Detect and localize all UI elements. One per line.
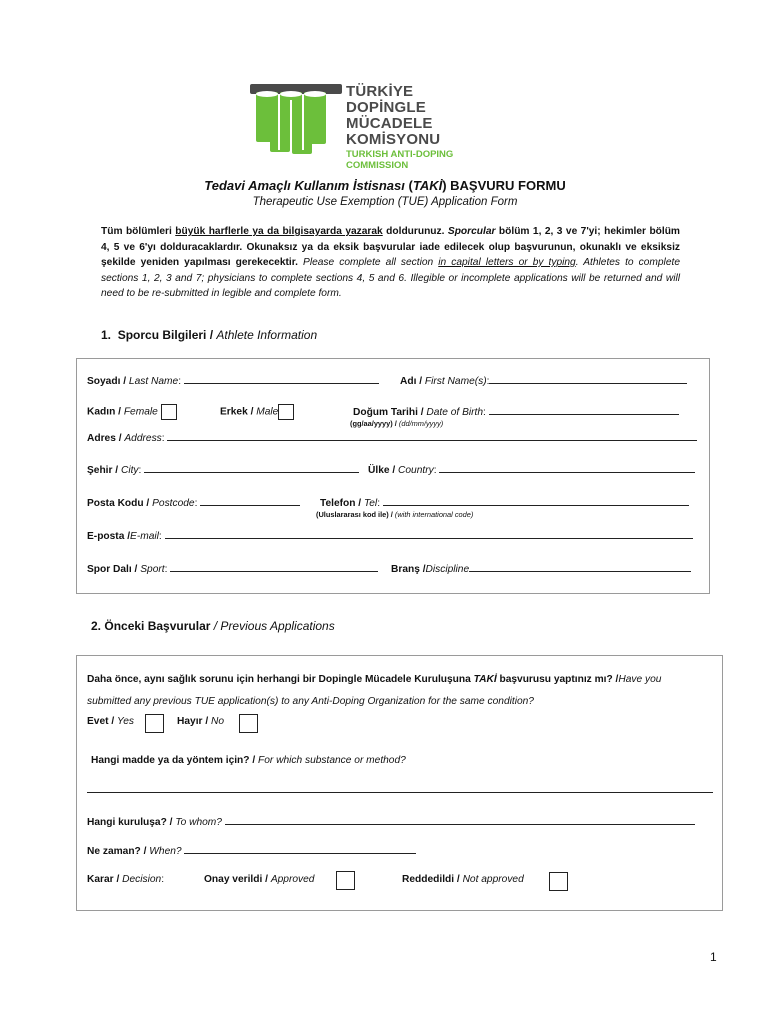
tadc-logo <box>250 83 512 171</box>
label-tr: Posta Kodu / <box>87 498 150 509</box>
postcode-field[interactable]: Posta Kodu / Postcode: <box>87 496 300 509</box>
athlete-info-box <box>76 358 710 594</box>
title-paren: ( <box>408 178 413 193</box>
previous-applications-box <box>76 655 723 911</box>
label-en: Tel <box>363 498 378 509</box>
substance-input[interactable] <box>87 792 713 793</box>
title-tr: Tedavi Amaçlı Kullanım İstisnası <box>204 178 405 193</box>
label-en: Discipline <box>425 564 470 575</box>
previous-tue-question <box>87 674 661 685</box>
section-number: 1. <box>101 328 112 342</box>
label-en: Decision <box>122 874 162 885</box>
country-field[interactable]: Ülke / Country: <box>368 463 695 476</box>
previous-tue-question-cont <box>87 696 534 707</box>
label-tr: Adı / <box>400 376 423 387</box>
section-1-title <box>101 328 317 342</box>
city-input[interactable] <box>144 463 359 473</box>
label-tr: Ne zaman? / <box>87 846 147 857</box>
first-name-input[interactable] <box>489 374 687 384</box>
male-checkbox[interactable] <box>278 404 294 420</box>
approved-checkbox[interactable] <box>336 871 355 890</box>
city-field[interactable]: Şehir / City: <box>87 463 359 476</box>
label-en: Country <box>398 465 434 476</box>
label-tr: Reddedildi / <box>402 874 460 885</box>
organization-input[interactable] <box>225 815 695 825</box>
label-en: First Name(s) <box>424 376 487 387</box>
email-input[interactable] <box>165 529 693 539</box>
section-number: 2. <box>91 619 102 633</box>
label-tr: Onay verildi / <box>204 874 268 885</box>
label-en: Yes <box>117 716 135 727</box>
not-approved-option[interactable] <box>402 874 524 885</box>
phone-format-hint <box>316 510 473 519</box>
label-tr: Hayır / <box>177 716 209 727</box>
phone-input[interactable] <box>383 496 689 506</box>
form-subtitle: Therapeutic Use Exemption (TUE) Application Form <box>252 196 518 208</box>
sport-field[interactable]: Spor Dalı / Sport: <box>87 562 378 575</box>
section-title-tr: Sporcu Bilgileri / <box>117 328 214 342</box>
instructions <box>101 224 680 302</box>
label-tr: Hangi kuruluşa? / <box>87 817 173 828</box>
intro-en-underlined: in capital letters or by typing <box>438 257 576 268</box>
label-tr: Ülke / <box>368 465 396 476</box>
label-tr: Spor Dalı / <box>87 564 138 575</box>
label-en: City <box>120 465 139 476</box>
female-option[interactable] <box>87 404 177 420</box>
label-en: Last Name <box>128 376 179 387</box>
postcode-input[interactable] <box>200 496 300 506</box>
label-tr: E-posta / <box>87 531 131 542</box>
intro-text: Tüm bölümleri <box>101 226 176 237</box>
label-en: Not approved <box>462 874 524 885</box>
decision-label: Karar / Decision: <box>87 874 165 885</box>
intro-text: bölüm 1, 2, 3 ve 7'yi; hekimler bölüm 4, 5 ve 6'yı dolduracaklardır. Okunaksız ya da eksik başvurular iade edilecek olup başvurunun, okunaklı ve eksiksiz şekilde yeniden yapılması gerekecektir. <box>101 226 680 268</box>
label-tr: Doğum Tarihi / <box>353 407 424 418</box>
first-name-field[interactable]: Adı / First Name(s): <box>400 374 687 387</box>
title-taki: TAKİ <box>412 178 443 193</box>
hint-tr: (Uluslararası kod ile) / <box>316 510 393 519</box>
label-en: For which substance or method? <box>258 755 406 766</box>
approved-option[interactable] <box>204 874 314 885</box>
phone-field[interactable]: Telefon / Tel: <box>320 496 689 509</box>
label-tr: Adres / <box>87 433 122 444</box>
substance-question <box>91 755 406 766</box>
address-field[interactable]: Adres / Address: <box>87 431 697 444</box>
label-en: To whom? <box>175 817 222 828</box>
discipline-field[interactable] <box>391 562 691 575</box>
section-title-en: / Previous Applications <box>213 619 335 633</box>
date-input[interactable] <box>184 844 416 854</box>
label-en: Sport <box>140 564 165 575</box>
no-option[interactable] <box>177 716 224 727</box>
label-en: Postcode <box>152 498 195 509</box>
yes-checkbox[interactable] <box>145 714 164 733</box>
label-tr: Hangi madde ya da yöntem için? / <box>91 755 256 766</box>
cups-logo-icon <box>250 84 342 156</box>
intro-italic: Sporcular <box>447 226 496 237</box>
section-title-en: Athlete Information <box>216 328 318 342</box>
no-checkbox[interactable] <box>239 714 258 733</box>
label-tr: Branş / <box>391 564 426 575</box>
female-checkbox[interactable] <box>161 404 177 420</box>
email-field[interactable]: E-posta /E-mail: <box>87 529 693 542</box>
page-number: 1 <box>710 950 717 964</box>
hint-en: (with international code) <box>394 510 474 519</box>
not-approved-checkbox[interactable] <box>549 872 568 891</box>
intro-underlined: büyük harflerle ya da bilgisayarda yazarak <box>175 226 383 237</box>
label-en: Male <box>256 406 279 418</box>
section-title-tr: Önceki Başvurular <box>104 619 211 633</box>
label-en: Female <box>123 406 158 418</box>
dob-field[interactable]: Doğum Tarihi / Date of Birth: <box>353 405 679 418</box>
intro-en: . Athletes to complete sections 1, 2, 3 and 7; physicians to complete sections 4, 5 and 6. Illegible or incomplete applications will be returned and will need to be re-submitted in legible and complete form. <box>101 257 680 299</box>
question-en: submitted any previous TUE application(s) to any Anti-Doping Organization for the same condition? <box>87 696 534 707</box>
date-field[interactable] <box>87 844 416 857</box>
question-tr: Daha önce, aynı sağlık sorunu için herhangi bir Dopingle Mücadele Kuruluşuna <box>87 674 474 685</box>
form-title <box>0 178 770 193</box>
logo-line-5: COMMISSION <box>346 159 409 171</box>
sport-input[interactable] <box>170 562 378 572</box>
label-tr: Kadın / <box>87 406 121 418</box>
hint-en: (dd/mm/yyyy) <box>398 419 444 428</box>
label-tr: Şehir / <box>87 465 119 476</box>
discipline-input[interactable] <box>469 562 691 572</box>
question-tr: başvurusu yaptınız mı? / <box>496 674 619 685</box>
label-tr: Telefon / <box>320 498 362 509</box>
address-input[interactable] <box>167 431 697 441</box>
yes-option[interactable] <box>87 716 134 727</box>
question-taki: TAKİ <box>473 674 497 685</box>
dob-input[interactable] <box>489 405 679 415</box>
logo-line-2: DOPİNGLE MÜCADELE <box>346 99 433 132</box>
label-en: Date of Birth <box>426 407 484 418</box>
label-tr: Karar / <box>87 874 120 885</box>
label-en: When? <box>149 846 182 857</box>
label-tr: Evet / <box>87 716 115 727</box>
dob-format-hint <box>350 419 443 428</box>
country-input[interactable] <box>439 463 695 473</box>
label-en: Approved <box>270 874 315 885</box>
organization-field[interactable] <box>87 815 695 828</box>
logo-line-1: TÜRKİYE <box>346 83 414 100</box>
label-tr: Soyadı / <box>87 376 127 387</box>
male-option[interactable] <box>220 404 294 420</box>
logo-line-3: KOMİSYONU <box>346 131 441 148</box>
title-rest: ) BAŞVURU FORMU <box>442 178 566 193</box>
label-en: Address <box>124 433 162 444</box>
last-name-input[interactable] <box>184 374 379 384</box>
question-en: Have you <box>618 674 662 685</box>
intro-en: Please complete all section <box>297 257 439 268</box>
last-name-field[interactable]: Soyadı / Last Name: <box>87 374 379 387</box>
logo-line-4: TURKISH ANTI-DOPING <box>346 149 454 160</box>
label-tr: Erkek / <box>220 406 254 418</box>
section-2-title <box>91 619 335 633</box>
intro-text: doldurunuz. <box>382 226 448 237</box>
label-en: E-mail <box>130 531 159 542</box>
label-en: No <box>211 716 225 727</box>
hint-tr: (gg/aa/yyyy) / <box>350 419 397 428</box>
